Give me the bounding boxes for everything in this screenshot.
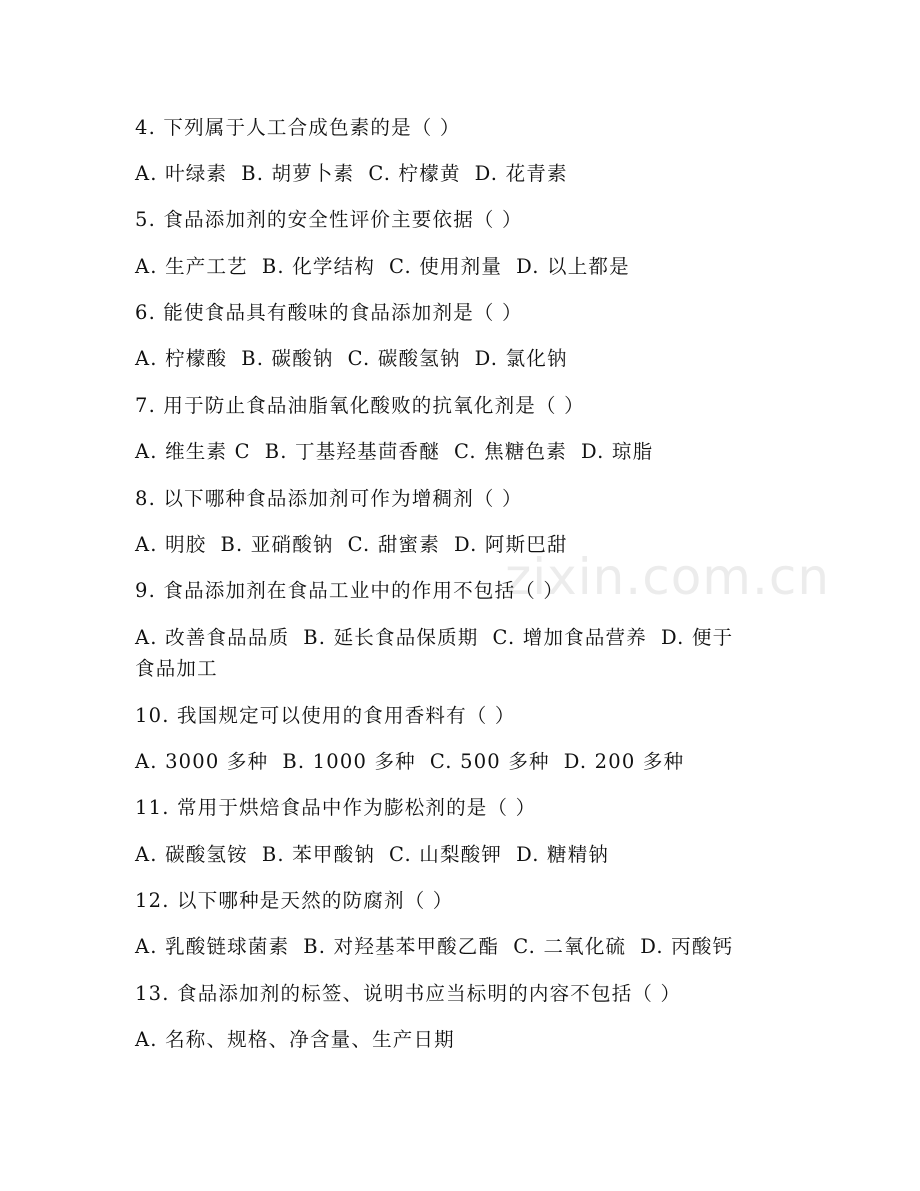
options-11 — [135, 839, 623, 867]
option-a: A. 碳酸氢铵 — [135, 843, 248, 866]
options-12 — [135, 931, 747, 959]
question-8: 8. 以下哪种食品添加剂可作为增稠剂（ ） — [135, 487, 523, 510]
option-b: B. 丁基羟基茴香醚 — [264, 440, 440, 463]
option-a: A. 乳酸链球菌素 — [135, 935, 290, 958]
question-13: 13. 食品添加剂的标签、说明书应当标明的内容不包括（ ） — [135, 982, 682, 1005]
option-a: A. 柠檬酸 — [135, 347, 228, 370]
option-a: A. 明胶 — [135, 533, 207, 556]
options-6 — [135, 343, 582, 371]
options-13 — [135, 1024, 469, 1052]
option-a: A. 改善食品品质 — [135, 626, 290, 649]
option-a: A. 3000 多种 — [135, 750, 269, 773]
question-4: 4. 下列属于人工合成色素的是（ ） — [135, 116, 461, 139]
option-c: C. 碳酸氢钠 — [347, 347, 461, 370]
options-9-continued: 食品加工 — [135, 657, 218, 680]
option-b: B. 碳酸钠 — [241, 347, 334, 370]
options-5 — [135, 251, 644, 279]
option-c: C. 柠檬黄 — [368, 162, 461, 185]
option-d: D. 阿斯巴甜 — [453, 533, 568, 556]
option-c: C. 500 多种 — [429, 750, 550, 773]
option-c: C. 二氧化硫 — [513, 935, 627, 958]
option-a: A. 名称、规格、净含量、生产日期 — [135, 1028, 455, 1051]
option-d: D. 以上都是 — [516, 255, 630, 278]
question-9: 9. 食品添加剂在食品工业中的作用不包括（ ） — [135, 579, 565, 602]
options-4 — [135, 158, 582, 186]
question-10: 10. 我国规定可以使用的食用香料有（ ） — [135, 704, 516, 727]
option-c: C. 山梨酸钾 — [389, 843, 503, 866]
question-6: 6. 能使食品具有酸味的食品添加剂是（ ） — [135, 301, 523, 324]
option-c: C. 甜蜜素 — [347, 533, 440, 556]
option-b: B. 对羟基苯甲酸乙酯 — [303, 935, 500, 958]
option-d: D. 便于 — [660, 626, 734, 649]
option-a: A. 叶绿素 — [135, 162, 228, 185]
option-c: C. 焦糖色素 — [453, 440, 567, 463]
option-d: D. 花青素 — [474, 162, 568, 185]
option-d: D. 200 多种 — [563, 750, 685, 773]
option-c: C. 使用剂量 — [389, 255, 503, 278]
option-a: A. 维生素 C — [135, 440, 251, 463]
option-b: B. 化学结构 — [261, 255, 376, 278]
option-b: B. 亚硝酸钠 — [220, 533, 334, 556]
option-d: D. 琼脂 — [580, 440, 654, 463]
options-8 — [135, 529, 582, 557]
options-9 — [135, 622, 747, 650]
watermark: zixin.com.cn — [505, 548, 831, 606]
question-5: 5. 食品添加剂的安全性评价主要依据（ ） — [135, 208, 523, 231]
option-d: D. 糖精钠 — [516, 843, 610, 866]
options-7 — [135, 436, 667, 464]
option-b: B. 苯甲酸钠 — [261, 843, 376, 866]
option-b: B. 胡萝卜素 — [241, 162, 355, 185]
option-d: D. 丙酸钙 — [640, 935, 734, 958]
question-11: 11. 常用于烘焙食品中作为膨松剂的是（ ） — [135, 796, 537, 819]
option-b: B. 1000 多种 — [282, 750, 416, 773]
option-b: B. 延长食品保质期 — [303, 626, 479, 649]
options-10 — [135, 746, 698, 774]
option-a: A. 生产工艺 — [135, 255, 248, 278]
question-12: 12. 以下哪种是天然的防腐剂（ ） — [135, 889, 454, 912]
question-7: 7. 用于防止食品油脂氧化酸败的抗氧化剂是（ ） — [135, 394, 585, 417]
option-c: C. 增加食品营养 — [492, 626, 647, 649]
option-d: D. 氯化钠 — [474, 347, 568, 370]
